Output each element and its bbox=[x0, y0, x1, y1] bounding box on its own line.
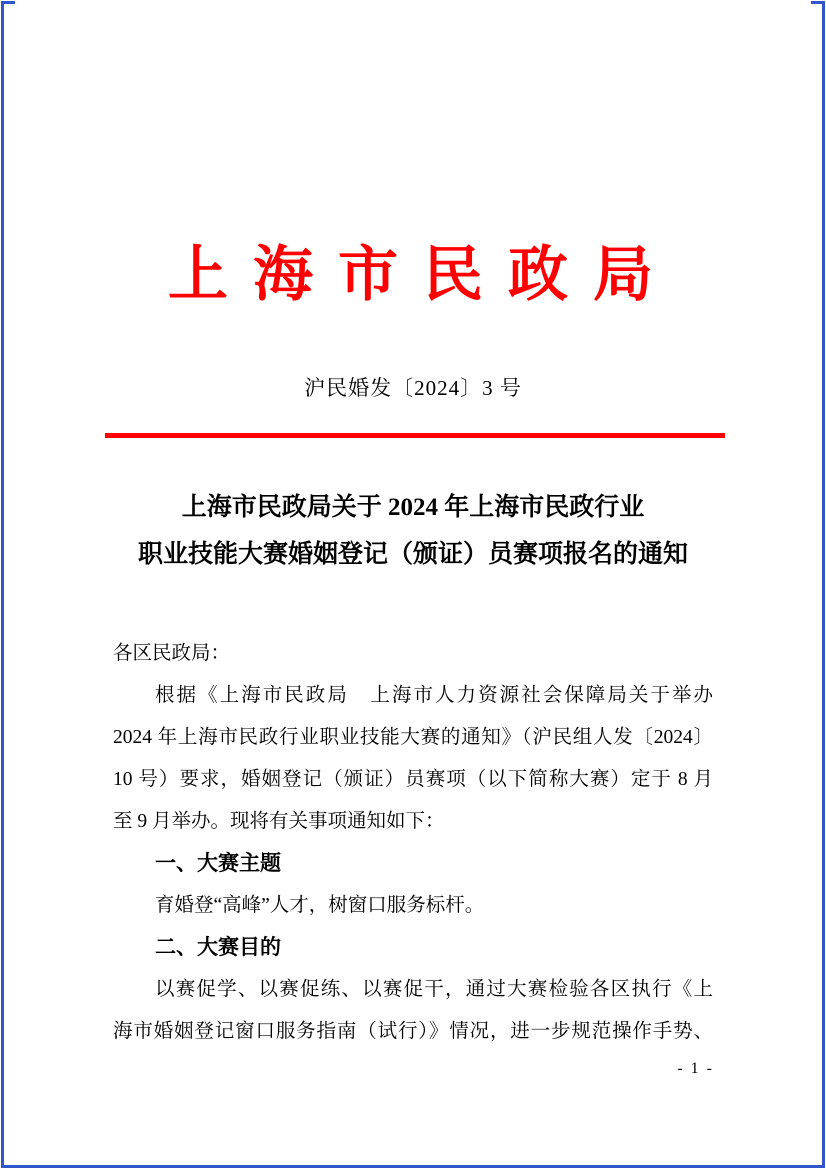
body-line: 2024 年上海市民政行业职业技能大赛的通知》（沪民组人发〔2024〕 bbox=[113, 727, 713, 748]
notice-title-line-1: 上海市民政局关于 2024 年上海市民政行业 bbox=[181, 494, 645, 521]
body-line: 至 9 月举办。现将有关事项通知如下： bbox=[113, 811, 445, 832]
page-number: - 1 - bbox=[677, 1060, 714, 1077]
section-heading-2: 二、大赛目的 bbox=[155, 936, 281, 959]
body-line: 根据《上海市民政局 上海市人力资源社会保障局关于举办 bbox=[155, 685, 713, 706]
body-line: 海市婚姻登记窗口服务指南（试行）》情况，进一步规范操作手势、 bbox=[113, 1021, 713, 1042]
document-number: 沪民婚发〔2024〕3 号 bbox=[304, 376, 522, 400]
page-border-top-right-stub bbox=[811, 1, 825, 4]
section-heading-1: 一、大赛主题 bbox=[155, 852, 281, 875]
body-line-salutation: 各区民政局： bbox=[113, 643, 231, 664]
body-line: 10 号）要求，婚姻登记（颁证）员赛项（以下简称大赛）定于 8 月 bbox=[113, 769, 713, 790]
page-border-top-left-stub bbox=[1, 1, 15, 4]
red-divider-rule bbox=[105, 433, 725, 438]
body-line: 育婚登“高峰”人才，树窗口服务标杆。 bbox=[155, 895, 485, 916]
body-text-block bbox=[113, 633, 713, 1053]
agency-title: 上 海 市 民 政 局 bbox=[168, 242, 658, 308]
body-line: 以赛促学、以赛促练、以赛促干，通过大赛检验各区执行《上 bbox=[155, 979, 713, 1000]
notice-title-line-2: 职业技能大赛婚姻登记（颁证）员赛项报名的通知 bbox=[137, 541, 688, 568]
